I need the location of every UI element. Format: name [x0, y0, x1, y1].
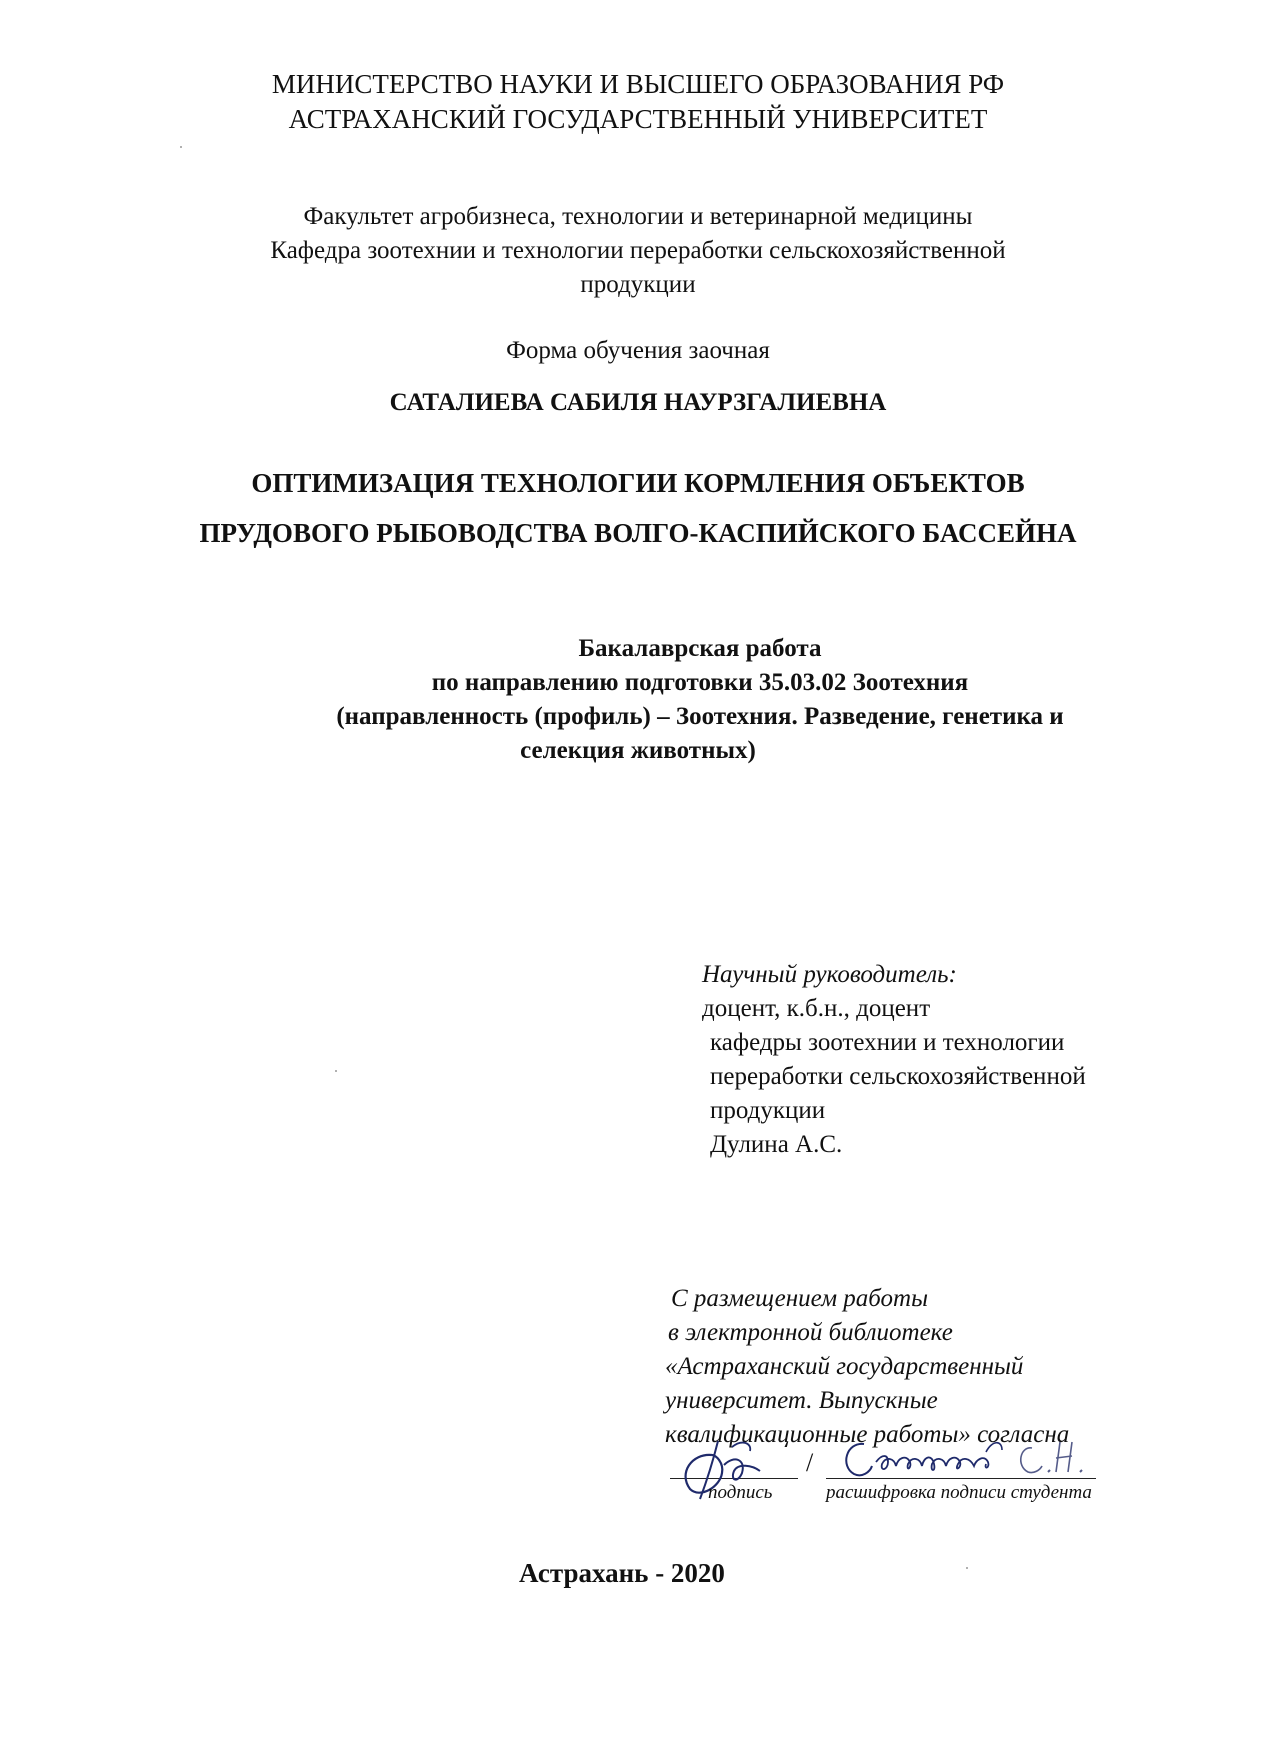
supervisor-department-cont: переработки сельскохозяйственной	[710, 1063, 1086, 1090]
consent-line4: университет. Выпускные	[665, 1387, 938, 1414]
faculty-line: Факультет агробизнеса, технологии и ветеринарной медицины	[303, 203, 973, 230]
supervisor-department: кафедры зоотехнии и технологии	[710, 1029, 1065, 1056]
scan-speck	[335, 1070, 337, 1072]
study-form: Форма обучения заочная	[506, 337, 770, 364]
ministry-line: МИНИСТЕРСТВО НАУКИ И ВЫСШЕГО ОБРАЗОВАНИЯ РФ	[271, 69, 1005, 99]
consent-line3: «Астраханский государственный	[665, 1353, 1024, 1380]
handwritten-name-decoding	[836, 1432, 1112, 1486]
signature-caption: подпись	[708, 1482, 773, 1503]
decoding-caption: расшифровка подписи студента	[826, 1482, 1092, 1503]
department-line: Кафедра зоотехнии и технологии переработки сельскохозяйственной	[270, 237, 1006, 264]
supervisor-department-end: продукции	[710, 1097, 826, 1124]
supervisor-name: Дулина А.С.	[710, 1131, 843, 1158]
thesis-title-line2: ПРУДОВОГО РЫБОВОДСТВА ВОЛГО-КАСПИЙСКОГО БАССЕЙНА	[199, 518, 1077, 548]
university-line: АСТРАХАНСКИЙ ГОСУДАРСТВЕННЫЙ УНИВЕРСИТЕТ	[288, 104, 988, 134]
author-name: САТАЛИЕВА САБИЛЯ НАУРЗГАЛИЕВНА	[389, 389, 887, 416]
scan-speck	[180, 146, 182, 148]
work-direction: по направлению подготовки 35.03.02 Зоотехния	[431, 669, 969, 696]
supervisor-title: доцент, к.б.н., доцент	[702, 995, 931, 1022]
work-type: Бакалаврская работа	[578, 635, 822, 662]
scan-speck	[966, 1567, 968, 1569]
work-profile-cont: селекция животных)	[520, 737, 756, 764]
consent-line2: в электронной библиотеке	[668, 1319, 953, 1346]
department-line-cont: продукции	[580, 271, 696, 298]
work-profile: (направленность (профиль) – Зоотехния. Разведение, генетика и	[336, 703, 1064, 730]
consent-line1: С размещением работы	[671, 1285, 929, 1312]
signature-separator: /	[806, 1448, 814, 1477]
consent-line5: квалификационные работы» согласна	[665, 1421, 1070, 1448]
supervisor-label: Научный руководитель:	[702, 961, 957, 988]
thesis-title-line1: ОПТИМИЗАЦИЯ ТЕХНОЛОГИИ КОРМЛЕНИЯ ОБЪЕКТОВ	[251, 468, 1025, 498]
city-year: Астрахань - 2020	[519, 1558, 725, 1588]
